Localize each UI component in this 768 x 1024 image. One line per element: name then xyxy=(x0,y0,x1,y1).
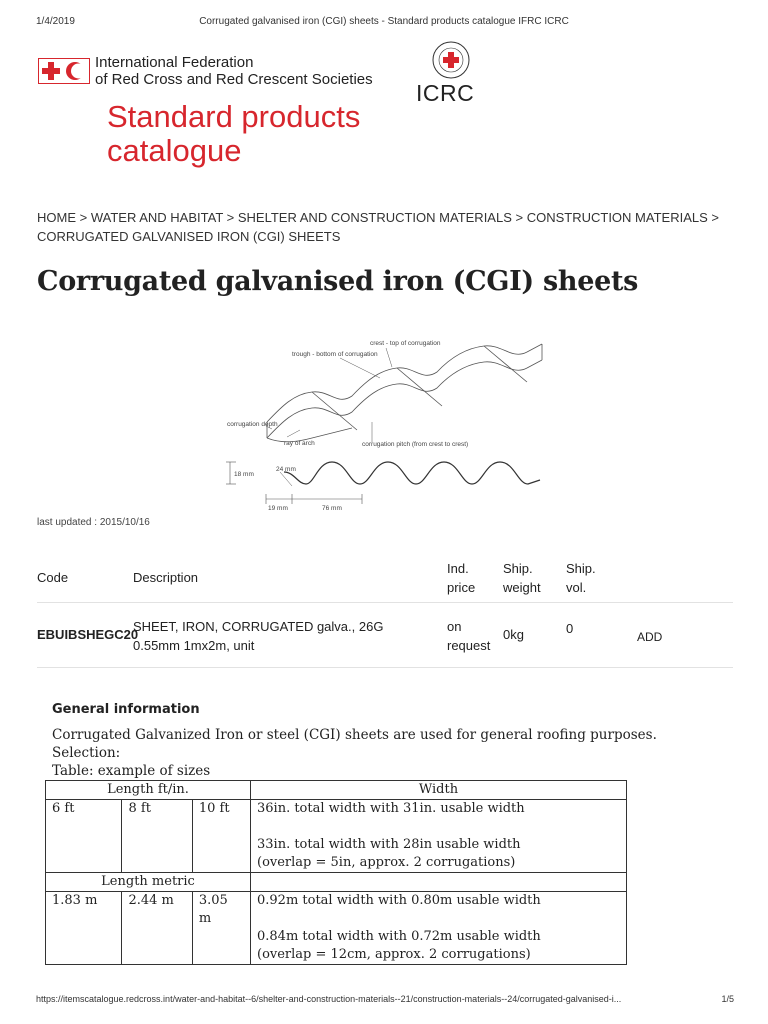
product-ind-price: on request xyxy=(447,619,491,653)
header-ind-price: Ind. price xyxy=(447,561,476,595)
header-ship-vol: Ship. vol. xyxy=(566,561,596,595)
sizes-table xyxy=(45,780,627,965)
sizes-header-length: Length ft/in. xyxy=(46,781,251,800)
breadcrumb-separator: > xyxy=(711,210,719,225)
sizes-cell-metric-c xyxy=(192,892,250,965)
sizes-cell-imperial-c: 10 ft xyxy=(192,800,250,873)
breadcrumb-home[interactable]: HOME xyxy=(37,210,76,225)
header-code: Code xyxy=(37,570,69,585)
diagram-label-width-a: 19 mm xyxy=(268,505,288,512)
print-page-number: 1/5 xyxy=(721,994,734,1004)
product-code: EBUIBSHEGC20 xyxy=(37,627,139,642)
print-page-title: Corrugated galvanised iron (CGI) sheets - Standard products catalogue IFRC ICRC xyxy=(199,16,569,27)
diagram-label-ray: ray of arch xyxy=(284,440,315,447)
breadcrumb-water-and-habitat[interactable]: WATER AND HABITAT xyxy=(90,210,224,225)
corrugation-diagram xyxy=(222,334,562,516)
last-updated: last updated : 2015/10/16 xyxy=(37,517,150,528)
diagram-label-depth: corrugation depth xyxy=(227,421,278,428)
general-information-heading: General information xyxy=(52,702,200,717)
breadcrumb-shelter-and-construction-materials[interactable]: SHELTER AND CONSTRUCTION MATERIALS xyxy=(237,210,512,225)
breadcrumb-separator: > xyxy=(515,210,524,225)
general-info-line: Corrugated Galvanized Iron or steel (CGI) sheets are used for general roofing purposes. xyxy=(52,727,657,743)
product-ship-weight: 0kg xyxy=(503,627,524,642)
diagram-label-crest: crest - top of corrugation xyxy=(370,340,441,347)
ifrc-name-line1: International Federation xyxy=(95,54,254,71)
sizes-width-line: 33in. total width with 28in usable width xyxy=(257,837,521,852)
diagram-label-width-b: 76 mm xyxy=(322,505,342,512)
diagram-label-pitch: corrugation pitch (from crest to crest) xyxy=(362,441,469,448)
table-row xyxy=(46,781,627,800)
product-table xyxy=(37,556,733,668)
header-description: Description xyxy=(133,570,199,585)
ifrc-name-line2: of Red Cross and Red Crescent Societies xyxy=(95,71,373,88)
catalogue-title-line1: Standard products xyxy=(107,99,361,134)
print-footer-url: https://itemscatalogue.redcross.int/water-and-habitat--6/shelter-and-construction-materials--21/construction-materials--24/corrugated-galvanised-i... xyxy=(36,994,622,1004)
ifrc-red-cross-crescent-logo xyxy=(38,58,90,84)
sizes-width-line: (overlap = 5in, approx. 2 corrugations) xyxy=(257,855,516,870)
sizes-header-width: Width xyxy=(251,781,627,800)
sizes-cell-metric-width xyxy=(251,892,627,965)
table-row xyxy=(46,873,627,892)
sizes-cell-metric-b: 2.44 m xyxy=(122,892,192,965)
breadcrumb-current-item[interactable]: CORRUGATED GALVANISED IRON (CGI) SHEETS xyxy=(37,229,341,244)
breadcrumb-construction-materials[interactable]: CONSTRUCTION MATERIALS xyxy=(526,210,708,225)
ifrc-name xyxy=(95,54,373,88)
product-table-header xyxy=(37,556,733,603)
sizes-header-metric: Length metric xyxy=(46,873,251,892)
sizes-metric-c-line1: 3.05 xyxy=(198,893,228,908)
sizes-width-line: 0.84m total width with 0.72m usable width xyxy=(257,929,541,944)
page-title: Corrugated galvanised iron (CGI) sheets xyxy=(37,266,639,297)
sizes-cell-imperial-width xyxy=(251,800,627,873)
catalogue-title-line2: catalogue xyxy=(107,133,242,168)
header-ship-weight: Ship. weight xyxy=(503,561,541,595)
breadcrumb xyxy=(37,208,727,246)
diagram-label-trough: trough - bottom of corrugation xyxy=(292,351,378,358)
product-ship-vol: 0 xyxy=(566,621,574,636)
diagram-label-height: 18 mm xyxy=(234,471,254,478)
table-row xyxy=(37,603,733,668)
product-description: SHEET, IRON, CORRUGATED galva., 26G 0.55mm 1mx2m, unit xyxy=(133,619,384,653)
catalogue-title xyxy=(107,100,360,168)
general-info-line: Table: example of sizes xyxy=(52,763,211,779)
sizes-width-line: (overlap = 12cm, approx. 2 corrugations) xyxy=(257,947,531,962)
icrc-label: ICRC xyxy=(416,80,475,106)
table-row xyxy=(46,892,627,965)
breadcrumb-separator: > xyxy=(226,210,235,225)
print-date: 1/4/2019 xyxy=(36,16,75,27)
breadcrumb-separator: > xyxy=(79,210,88,225)
icrc-emblem-icon xyxy=(428,40,474,80)
table-row xyxy=(46,800,627,873)
add-to-cart-button[interactable]: ADD xyxy=(637,630,663,644)
sizes-empty-cell xyxy=(251,873,627,892)
sizes-width-line: 0.92m total width with 0.80m usable width xyxy=(257,893,541,908)
general-info-line: Selection: xyxy=(52,745,121,761)
diagram-label-radius: 24 mm xyxy=(276,466,296,473)
sizes-cell-imperial-b: 8 ft xyxy=(122,800,192,873)
sizes-cell-metric-a: 1.83 m xyxy=(46,892,122,965)
sizes-metric-c-line2: m xyxy=(198,911,212,926)
general-information-text xyxy=(52,726,657,780)
sizes-cell-imperial-a: 6 ft xyxy=(46,800,122,873)
sizes-width-line: 36in. total width with 31in. usable width xyxy=(257,801,525,816)
